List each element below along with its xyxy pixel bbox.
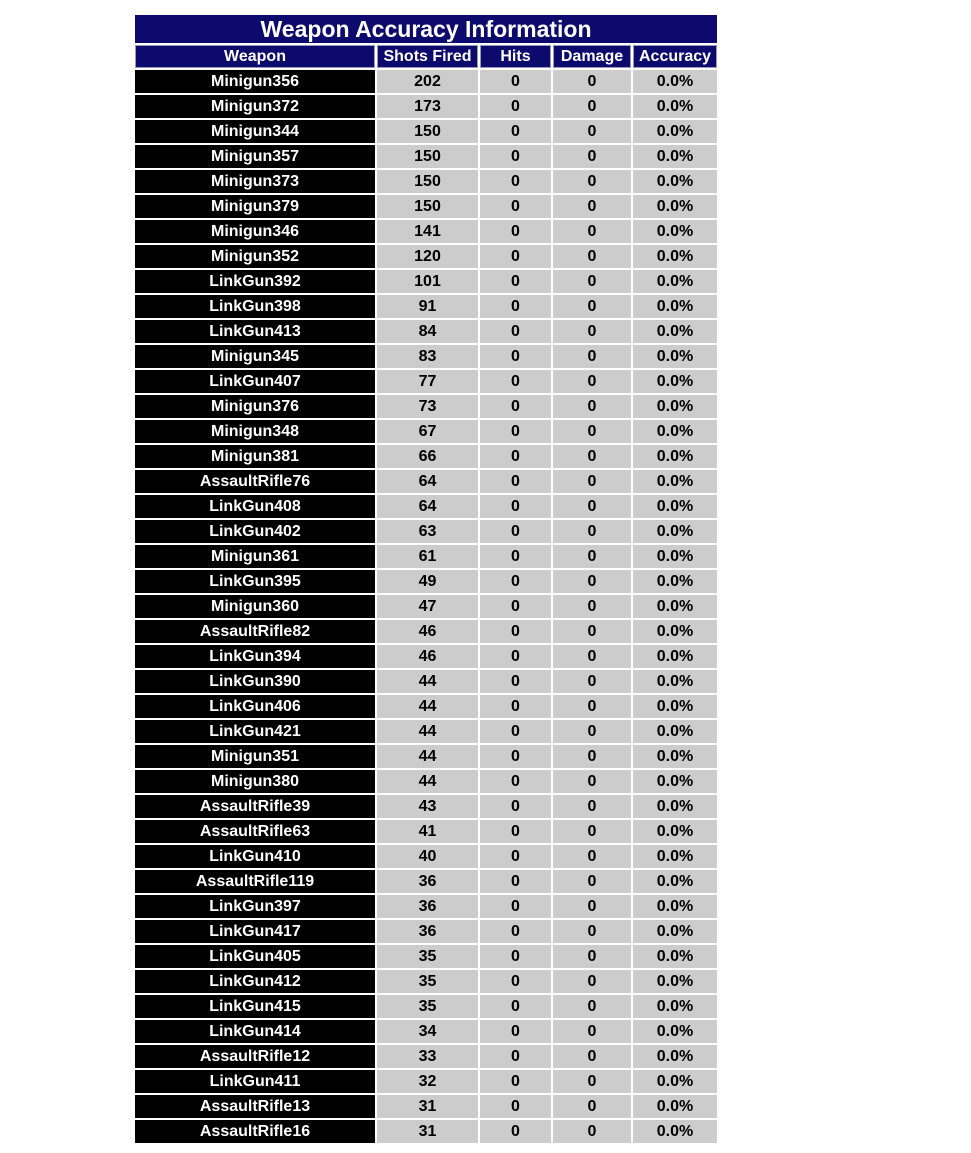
hits-cell: 0	[480, 920, 551, 943]
title-row	[135, 15, 717, 43]
accuracy-cell: 0.0%	[633, 120, 717, 143]
table-row	[135, 95, 717, 118]
table-row	[135, 395, 717, 418]
accuracy-cell: 0.0%	[633, 95, 717, 118]
shots-fired-cell: 31	[377, 1095, 478, 1118]
shots-fired-cell: 150	[377, 195, 478, 218]
table-row	[135, 1070, 717, 1093]
shots-fired-cell: 33	[377, 1045, 478, 1068]
table-row	[135, 345, 717, 368]
weapon-cell: Minigun348	[135, 420, 375, 443]
shots-fired-cell: 173	[377, 95, 478, 118]
hits-cell: 0	[480, 520, 551, 543]
weapon-cell: LinkGun394	[135, 645, 375, 668]
hits-cell: 0	[480, 620, 551, 643]
hits-cell: 0	[480, 270, 551, 293]
shots-fired-cell: 120	[377, 245, 478, 268]
damage-cell: 0	[553, 145, 631, 168]
weapon-cell: Minigun379	[135, 195, 375, 218]
hits-cell: 0	[480, 145, 551, 168]
hits-cell: 0	[480, 770, 551, 793]
accuracy-cell: 0.0%	[633, 320, 717, 343]
hits-cell: 0	[480, 445, 551, 468]
shots-fired-cell: 64	[377, 495, 478, 518]
shots-fired-cell: 44	[377, 695, 478, 718]
weapon-cell: LinkGun410	[135, 845, 375, 868]
damage-cell: 0	[553, 545, 631, 568]
table-row	[135, 545, 717, 568]
weapon-cell: LinkGun421	[135, 720, 375, 743]
hits-cell: 0	[480, 695, 551, 718]
hits-cell: 0	[480, 395, 551, 418]
accuracy-cell: 0.0%	[633, 795, 717, 818]
table-row	[135, 270, 717, 293]
weapon-cell: LinkGun412	[135, 970, 375, 993]
accuracy-cell: 0.0%	[633, 770, 717, 793]
weapon-cell: LinkGun417	[135, 920, 375, 943]
shots-fired-cell: 202	[377, 70, 478, 93]
accuracy-cell: 0.0%	[633, 595, 717, 618]
accuracy-cell: 0.0%	[633, 145, 717, 168]
shots-fired-cell: 49	[377, 570, 478, 593]
accuracy-cell: 0.0%	[633, 1070, 717, 1093]
hits-cell: 0	[480, 95, 551, 118]
shots-fired-cell: 35	[377, 945, 478, 968]
table-row	[135, 445, 717, 468]
accuracy-cell: 0.0%	[633, 645, 717, 668]
damage-cell: 0	[553, 1070, 631, 1093]
table-row	[135, 120, 717, 143]
table-row	[135, 1020, 717, 1043]
damage-cell: 0	[553, 845, 631, 868]
hits-cell: 0	[480, 120, 551, 143]
damage-cell: 0	[553, 120, 631, 143]
damage-cell: 0	[553, 1120, 631, 1143]
damage-cell: 0	[553, 220, 631, 243]
column-header-shots-fired: Shots Fired	[377, 45, 478, 68]
shots-fired-cell: 43	[377, 795, 478, 818]
damage-cell: 0	[553, 645, 631, 668]
accuracy-cell: 0.0%	[633, 695, 717, 718]
weapon-cell: LinkGun405	[135, 945, 375, 968]
shots-fired-cell: 101	[377, 270, 478, 293]
hits-cell: 0	[480, 845, 551, 868]
weapon-cell: LinkGun408	[135, 495, 375, 518]
damage-cell: 0	[553, 895, 631, 918]
shots-fired-cell: 41	[377, 820, 478, 843]
hits-cell: 0	[480, 345, 551, 368]
table-row	[135, 695, 717, 718]
weapon-cell: Minigun373	[135, 170, 375, 193]
damage-cell: 0	[553, 445, 631, 468]
damage-cell: 0	[553, 670, 631, 693]
table-row	[135, 1045, 717, 1068]
accuracy-cell: 0.0%	[633, 295, 717, 318]
hits-cell: 0	[480, 795, 551, 818]
table-row	[135, 820, 717, 843]
damage-cell: 0	[553, 720, 631, 743]
accuracy-cell: 0.0%	[633, 270, 717, 293]
accuracy-cell: 0.0%	[633, 945, 717, 968]
hits-cell: 0	[480, 645, 551, 668]
shots-fired-cell: 31	[377, 1120, 478, 1143]
table-row	[135, 1120, 717, 1143]
accuracy-cell: 0.0%	[633, 520, 717, 543]
damage-cell: 0	[553, 195, 631, 218]
table-row	[135, 295, 717, 318]
accuracy-cell: 0.0%	[633, 220, 717, 243]
accuracy-cell: 0.0%	[633, 70, 717, 93]
accuracy-cell: 0.0%	[633, 745, 717, 768]
shots-fired-cell: 83	[377, 345, 478, 368]
table-row	[135, 170, 717, 193]
accuracy-cell: 0.0%	[633, 895, 717, 918]
weapon-cell: AssaultRifle12	[135, 1045, 375, 1068]
weapon-cell: Minigun352	[135, 245, 375, 268]
hits-cell: 0	[480, 295, 551, 318]
weapon-cell: Minigun346	[135, 220, 375, 243]
damage-cell: 0	[553, 995, 631, 1018]
shots-fired-cell: 36	[377, 895, 478, 918]
shots-fired-cell: 91	[377, 295, 478, 318]
damage-cell: 0	[553, 570, 631, 593]
shots-fired-cell: 77	[377, 370, 478, 393]
shots-fired-cell: 61	[377, 545, 478, 568]
weapon-cell: Minigun372	[135, 95, 375, 118]
shots-fired-cell: 73	[377, 395, 478, 418]
weapon-cell: LinkGun397	[135, 895, 375, 918]
hits-cell: 0	[480, 670, 551, 693]
table-row	[135, 470, 717, 493]
accuracy-cell: 0.0%	[633, 1020, 717, 1043]
weapon-cell: Minigun356	[135, 70, 375, 93]
shots-fired-cell: 64	[377, 470, 478, 493]
weapon-cell: AssaultRifle82	[135, 620, 375, 643]
table-row	[135, 920, 717, 943]
shots-fired-cell: 150	[377, 145, 478, 168]
hits-cell: 0	[480, 895, 551, 918]
table-row	[135, 145, 717, 168]
shots-fired-cell: 47	[377, 595, 478, 618]
hits-cell: 0	[480, 745, 551, 768]
damage-cell: 0	[553, 695, 631, 718]
weapon-cell: LinkGun402	[135, 520, 375, 543]
weapon-cell: LinkGun392	[135, 270, 375, 293]
accuracy-cell: 0.0%	[633, 445, 717, 468]
accuracy-cell: 0.0%	[633, 1095, 717, 1118]
hits-cell: 0	[480, 595, 551, 618]
hits-cell: 0	[480, 245, 551, 268]
accuracy-cell: 0.0%	[633, 1120, 717, 1143]
weapon-cell: Minigun357	[135, 145, 375, 168]
damage-cell: 0	[553, 795, 631, 818]
accuracy-cell: 0.0%	[633, 920, 717, 943]
weapon-cell: Minigun351	[135, 745, 375, 768]
shots-fired-cell: 35	[377, 995, 478, 1018]
shots-fired-cell: 46	[377, 620, 478, 643]
table-row	[135, 795, 717, 818]
table-row	[135, 895, 717, 918]
shots-fired-cell: 46	[377, 645, 478, 668]
damage-cell: 0	[553, 620, 631, 643]
table-row	[135, 770, 717, 793]
damage-cell: 0	[553, 820, 631, 843]
shots-fired-cell: 141	[377, 220, 478, 243]
hits-cell: 0	[480, 495, 551, 518]
weapon-cell: LinkGun411	[135, 1070, 375, 1093]
column-header-accuracy: Accuracy	[633, 45, 717, 68]
damage-cell: 0	[553, 320, 631, 343]
weapon-cell: LinkGun406	[135, 695, 375, 718]
table-row	[135, 420, 717, 443]
hits-cell: 0	[480, 320, 551, 343]
table-row	[135, 720, 717, 743]
accuracy-cell: 0.0%	[633, 170, 717, 193]
weapon-cell: Minigun345	[135, 345, 375, 368]
weapon-cell: AssaultRifle13	[135, 1095, 375, 1118]
accuracy-cell: 0.0%	[633, 470, 717, 493]
weapon-cell: LinkGun390	[135, 670, 375, 693]
weapon-cell: LinkGun413	[135, 320, 375, 343]
hits-cell: 0	[480, 820, 551, 843]
weapon-cell: LinkGun414	[135, 1020, 375, 1043]
weapon-cell: Minigun360	[135, 595, 375, 618]
hits-cell: 0	[480, 945, 551, 968]
accuracy-cell: 0.0%	[633, 570, 717, 593]
table-row	[135, 645, 717, 668]
hits-cell: 0	[480, 1045, 551, 1068]
shots-fired-cell: 63	[377, 520, 478, 543]
weapon-cell: LinkGun398	[135, 295, 375, 318]
weapon-cell: Minigun361	[135, 545, 375, 568]
weapon-cell: AssaultRifle16	[135, 1120, 375, 1143]
accuracy-cell: 0.0%	[633, 970, 717, 993]
table-row	[135, 995, 717, 1018]
weapon-cell: Minigun344	[135, 120, 375, 143]
weapon-cell: AssaultRifle119	[135, 870, 375, 893]
accuracy-cell: 0.0%	[633, 870, 717, 893]
weapon-cell: LinkGun407	[135, 370, 375, 393]
damage-cell: 0	[553, 520, 631, 543]
damage-cell: 0	[553, 1020, 631, 1043]
weapon-cell: LinkGun415	[135, 995, 375, 1018]
weapon-cell: LinkGun395	[135, 570, 375, 593]
table-row	[135, 970, 717, 993]
hits-cell: 0	[480, 570, 551, 593]
table-row	[135, 370, 717, 393]
weapon-cell: Minigun380	[135, 770, 375, 793]
accuracy-cell: 0.0%	[633, 995, 717, 1018]
shots-fired-cell: 44	[377, 720, 478, 743]
damage-cell: 0	[553, 870, 631, 893]
weapon-cell: AssaultRifle63	[135, 820, 375, 843]
hits-cell: 0	[480, 1020, 551, 1043]
weapon-cell: Minigun376	[135, 395, 375, 418]
accuracy-cell: 0.0%	[633, 395, 717, 418]
weapon-cell: AssaultRifle76	[135, 470, 375, 493]
table-row	[135, 595, 717, 618]
hits-cell: 0	[480, 70, 551, 93]
damage-cell: 0	[553, 595, 631, 618]
accuracy-cell: 0.0%	[633, 620, 717, 643]
table-row	[135, 1095, 717, 1118]
accuracy-cell: 0.0%	[633, 245, 717, 268]
shots-fired-cell: 84	[377, 320, 478, 343]
damage-cell: 0	[553, 970, 631, 993]
table-row	[135, 195, 717, 218]
damage-cell: 0	[553, 245, 631, 268]
column-header-hits: Hits	[480, 45, 551, 68]
hits-cell: 0	[480, 1070, 551, 1093]
accuracy-cell: 0.0%	[633, 545, 717, 568]
table-row	[135, 620, 717, 643]
table-row	[135, 745, 717, 768]
table-row	[135, 570, 717, 593]
hits-cell: 0	[480, 970, 551, 993]
column-header-weapon: Weapon	[135, 45, 375, 68]
weapon-accuracy-table	[133, 13, 719, 1145]
shots-fired-cell: 67	[377, 420, 478, 443]
table-title: Weapon Accuracy Information	[135, 15, 717, 43]
table-row	[135, 245, 717, 268]
hits-cell: 0	[480, 1095, 551, 1118]
shots-fired-cell: 36	[377, 870, 478, 893]
table-row	[135, 670, 717, 693]
shots-fired-cell: 66	[377, 445, 478, 468]
damage-cell: 0	[553, 370, 631, 393]
accuracy-cell: 0.0%	[633, 1045, 717, 1068]
shots-fired-cell: 32	[377, 1070, 478, 1093]
table-row	[135, 870, 717, 893]
shots-fired-cell: 44	[377, 770, 478, 793]
damage-cell: 0	[553, 770, 631, 793]
damage-cell: 0	[553, 920, 631, 943]
shots-fired-cell: 150	[377, 120, 478, 143]
weapon-cell: AssaultRifle39	[135, 795, 375, 818]
hits-cell: 0	[480, 420, 551, 443]
table-body	[135, 70, 717, 1143]
table-row	[135, 70, 717, 93]
shots-fired-cell: 44	[377, 745, 478, 768]
hits-cell: 0	[480, 545, 551, 568]
accuracy-cell: 0.0%	[633, 195, 717, 218]
damage-cell: 0	[553, 395, 631, 418]
damage-cell: 0	[553, 745, 631, 768]
header-row	[135, 45, 717, 68]
shots-fired-cell: 150	[377, 170, 478, 193]
damage-cell: 0	[553, 1095, 631, 1118]
table-row	[135, 845, 717, 868]
weapon-accuracy-panel	[134, 15, 718, 1145]
damage-cell: 0	[553, 170, 631, 193]
damage-cell: 0	[553, 470, 631, 493]
hits-cell: 0	[480, 370, 551, 393]
hits-cell: 0	[480, 720, 551, 743]
accuracy-cell: 0.0%	[633, 670, 717, 693]
damage-cell: 0	[553, 495, 631, 518]
column-header-damage: Damage	[553, 45, 631, 68]
accuracy-cell: 0.0%	[633, 495, 717, 518]
accuracy-cell: 0.0%	[633, 420, 717, 443]
hits-cell: 0	[480, 220, 551, 243]
table-row	[135, 945, 717, 968]
shots-fired-cell: 34	[377, 1020, 478, 1043]
table-row	[135, 220, 717, 243]
damage-cell: 0	[553, 295, 631, 318]
damage-cell: 0	[553, 270, 631, 293]
damage-cell: 0	[553, 95, 631, 118]
weapon-cell: Minigun381	[135, 445, 375, 468]
shots-fired-cell: 35	[377, 970, 478, 993]
shots-fired-cell: 44	[377, 670, 478, 693]
accuracy-cell: 0.0%	[633, 345, 717, 368]
hits-cell: 0	[480, 995, 551, 1018]
damage-cell: 0	[553, 345, 631, 368]
damage-cell: 0	[553, 70, 631, 93]
hits-cell: 0	[480, 195, 551, 218]
table-row	[135, 495, 717, 518]
accuracy-cell: 0.0%	[633, 720, 717, 743]
accuracy-cell: 0.0%	[633, 820, 717, 843]
shots-fired-cell: 40	[377, 845, 478, 868]
accuracy-cell: 0.0%	[633, 845, 717, 868]
table-row	[135, 520, 717, 543]
accuracy-cell: 0.0%	[633, 370, 717, 393]
hits-cell: 0	[480, 170, 551, 193]
hits-cell: 0	[480, 870, 551, 893]
damage-cell: 0	[553, 945, 631, 968]
hits-cell: 0	[480, 470, 551, 493]
damage-cell: 0	[553, 420, 631, 443]
hits-cell: 0	[480, 1120, 551, 1143]
damage-cell: 0	[553, 1045, 631, 1068]
table-row	[135, 320, 717, 343]
shots-fired-cell: 36	[377, 920, 478, 943]
